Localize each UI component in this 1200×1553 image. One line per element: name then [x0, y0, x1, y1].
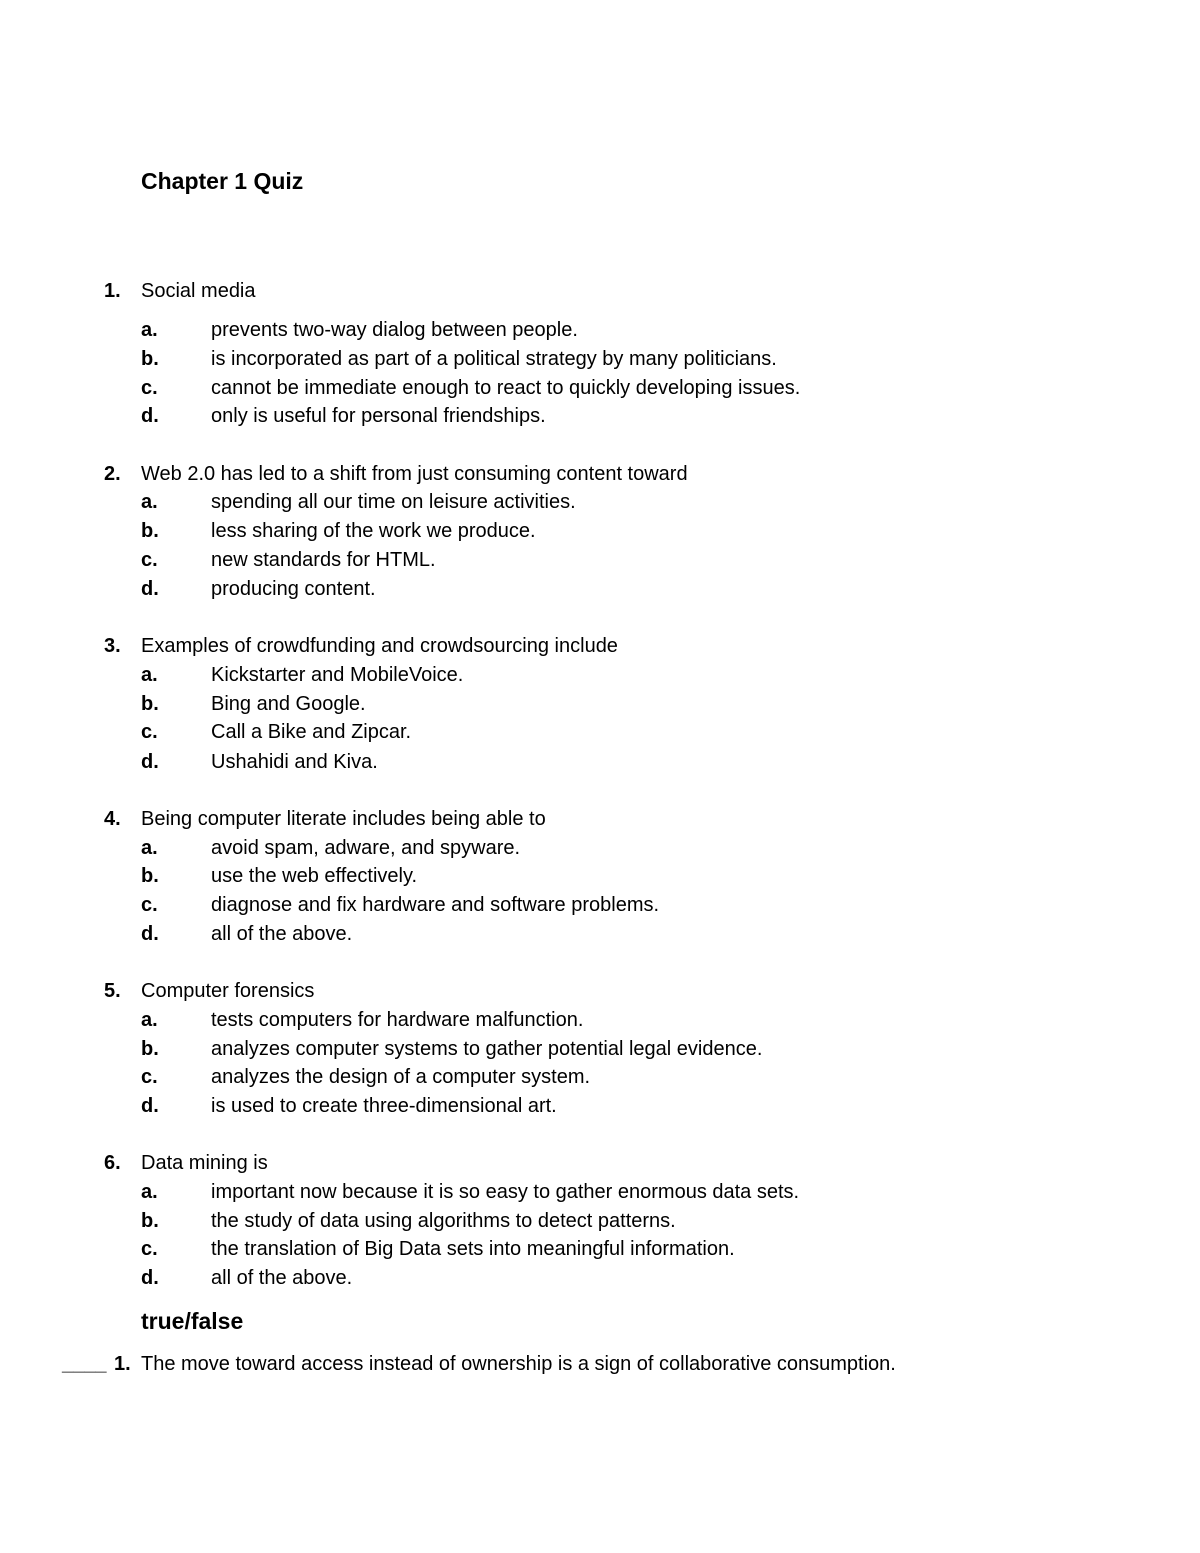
option-text: is used to create three-dimensional art.	[211, 1095, 557, 1117]
question-5-option-d	[0, 1095, 1200, 1123]
option-letter: d.	[141, 751, 159, 773]
question-5-option-b	[0, 1038, 1200, 1066]
option-text: only is useful for personal friendships.	[211, 405, 546, 427]
option-text: all of the above.	[211, 1267, 353, 1289]
option-text: diagnose and fix hardware and software problems.	[211, 894, 660, 916]
question-number: 6.	[104, 1152, 121, 1174]
option-text: cannot be immediate enough to react to quickly developing issues.	[211, 377, 801, 399]
question-6-option-b	[0, 1210, 1200, 1238]
question-6-option-c	[0, 1238, 1200, 1266]
true-false-heading: true/false	[141, 1308, 244, 1334]
question-4-option-c	[0, 894, 1200, 922]
question-6-option-a	[0, 1181, 1200, 1209]
option-letter: d.	[141, 1267, 159, 1289]
question-4-option-b	[0, 865, 1200, 893]
question-number: 3.	[104, 635, 121, 657]
option-letter: d.	[141, 1095, 159, 1117]
option-letter: c.	[141, 549, 158, 571]
question-number: 4.	[104, 808, 121, 830]
question-1-option-b	[0, 348, 1200, 376]
question-3-option-d	[0, 751, 1200, 779]
option-text: spending all our time on leisure activities.	[211, 491, 576, 513]
option-letter: d.	[141, 923, 159, 945]
question-number: 1.	[104, 280, 121, 302]
question-3-option-c	[0, 721, 1200, 749]
page-title: Chapter 1 Quiz	[141, 168, 304, 194]
question-1-option-d	[0, 405, 1200, 433]
question-2-option-a	[0, 491, 1200, 519]
question-text: Being computer literate includes being able to	[141, 808, 546, 830]
option-text: prevents two-way dialog between people.	[211, 319, 578, 341]
option-letter: a.	[141, 1181, 158, 1203]
option-text: Bing and Google.	[211, 693, 366, 715]
option-letter: a.	[141, 1009, 158, 1031]
option-letter: a.	[141, 491, 158, 513]
option-text: the study of data using algorithms to detect patterns.	[211, 1210, 676, 1232]
question-1-option-a	[0, 319, 1200, 347]
option-text: Ushahidi and Kiva.	[211, 751, 378, 773]
question-text: Data mining is	[141, 1152, 268, 1174]
question-text: Social media	[141, 280, 256, 302]
question-3-option-b	[0, 693, 1200, 721]
question-2-option-d	[0, 578, 1200, 606]
question-2-option-b	[0, 520, 1200, 548]
option-letter: a.	[141, 319, 158, 341]
option-letter: b.	[141, 693, 159, 715]
question-5-option-c	[0, 1066, 1200, 1094]
option-text: avoid spam, adware, and spyware.	[211, 837, 521, 859]
option-text: less sharing of the work we produce.	[211, 520, 536, 542]
answer-blank[interactable]: ____	[62, 1353, 107, 1375]
option-letter: d.	[141, 578, 159, 600]
statement-text: The move toward access instead of ownership is a sign of collaborative consumption.	[141, 1353, 896, 1375]
option-letter: c.	[141, 377, 158, 399]
option-letter: c.	[141, 894, 158, 916]
question-4-option-d	[0, 923, 1200, 951]
question-5-option-a	[0, 1009, 1200, 1037]
option-letter: c.	[141, 1238, 158, 1260]
option-text: all of the above.	[211, 923, 353, 945]
question-6-option-d	[0, 1267, 1200, 1295]
option-text: important now because it is so easy to gather enormous data sets.	[211, 1181, 800, 1203]
option-letter: b.	[141, 348, 159, 370]
option-letter: c.	[141, 721, 158, 743]
option-letter: c.	[141, 1066, 158, 1088]
option-text: new standards for HTML.	[211, 549, 436, 571]
option-text: tests computers for hardware malfunction.	[211, 1009, 584, 1031]
option-letter: d.	[141, 405, 159, 427]
option-letter: a.	[141, 837, 158, 859]
option-text: analyzes computer systems to gather potential legal evidence.	[211, 1038, 763, 1060]
question-text: Examples of crowdfunding and crowdsourcing include	[141, 635, 618, 657]
question-number: 5.	[104, 980, 121, 1002]
option-letter: b.	[141, 520, 159, 542]
option-text: analyzes the design of a computer system.	[211, 1066, 591, 1088]
question-number: 2.	[104, 463, 121, 485]
question-3-option-a	[0, 664, 1200, 692]
option-text: the translation of Big Data sets into meaningful information.	[211, 1238, 735, 1260]
question-text: Computer forensics	[141, 980, 315, 1002]
option-letter: b.	[141, 1038, 159, 1060]
option-text: Kickstarter and MobileVoice.	[211, 664, 464, 686]
question-1-option-c	[0, 377, 1200, 405]
option-text: use the web effectively.	[211, 865, 418, 887]
option-letter: a.	[141, 664, 158, 686]
option-text: producing content.	[211, 578, 376, 600]
question-2-option-c	[0, 549, 1200, 577]
question-text: Web 2.0 has led to a shift from just consuming content toward	[141, 463, 688, 485]
option-text: is incorporated as part of a political strategy by many politicians.	[211, 348, 777, 370]
option-letter: b.	[141, 865, 159, 887]
statement-number: 1.	[114, 1353, 131, 1375]
option-text: Call a Bike and Zipcar.	[211, 721, 412, 743]
true-false-item-1	[0, 1353, 1200, 1383]
question-4-option-a	[0, 837, 1200, 865]
option-letter: b.	[141, 1210, 159, 1232]
